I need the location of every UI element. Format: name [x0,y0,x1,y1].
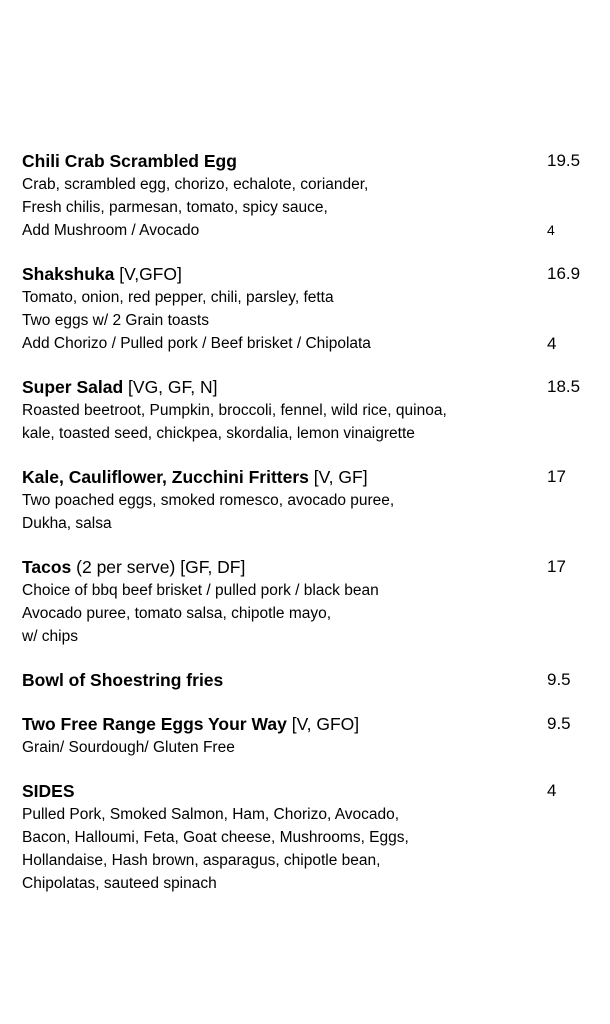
menu-item [22,375,590,445]
menu-item [22,555,590,648]
addon-price: 4 [547,334,557,353]
item-price: 17 [547,557,566,576]
item-tags: [VG, GF, N] [128,377,218,397]
item-description: Two poached eggs, smoked romesco, avocado puree, [22,492,395,509]
item-price: 4 [547,781,557,800]
item-title: Shakshuka [22,264,115,284]
item-title: Bowl of Shoestring fries [22,670,224,690]
item-description: Dukha, salsa [22,515,112,532]
item-description: Fresh chilis, parmesan, tomato, spicy sauce, [22,199,328,216]
item-price: 9.5 [547,670,571,689]
menu-item [22,465,590,535]
addon-price: 4 [547,222,555,238]
item-title-row [22,262,590,286]
item-description: Grain/ Sourdough/ Gluten Free [22,739,235,756]
addon-label: Add Mushroom / Avocado [22,222,200,239]
item-description: Pulled Pork, Smoked Salmon, Ham, Chorizo, Avocado, [22,806,400,823]
item-description: Bacon, Halloumi, Feta, Goat cheese, Mushrooms, Eggs, [22,829,409,846]
item-addon [22,219,590,242]
menu-item [22,712,590,759]
item-description: Chipolatas, sauteed spinach [22,875,217,892]
item-description: Tomato, onion, red pepper, chili, parsley, fetta [22,289,334,306]
menu-item [22,668,590,692]
item-price: 17 [547,467,566,486]
menu-item [22,779,590,895]
item-description: Roasted beetroot, Pumpkin, broccoli, fennel, wild rice, quinoa, [22,402,447,419]
item-price: 9.5 [547,714,571,733]
item-title-row [22,465,590,489]
item-title: Kale, Cauliflower, Zucchini Fritters [22,467,309,487]
item-description: Choice of bbq beef brisket / pulled pork / black bean [22,582,379,599]
item-addon [22,332,590,355]
item-title: SIDES [22,781,75,801]
item-description: kale, toasted seed, chickpea, skordalia, lemon vinaigrette [22,425,415,442]
menu [22,149,590,915]
item-tags: [V, GFO] [291,714,360,734]
item-title-row [22,375,590,399]
addon-label: Add Chorizo / Pulled pork / Beef brisket / Chipolata [22,335,371,352]
item-description: Avocado puree, tomato salsa, chipotle mayo, [22,605,332,622]
item-description: w/ chips [22,628,78,645]
item-title: Chili Crab Scrambled Egg [22,151,237,171]
item-title-row [22,555,590,579]
item-description: Two eggs w/ 2 Grain toasts [22,312,209,329]
item-description: Crab, scrambled egg, chorizo, echalote, coriander, [22,176,369,193]
menu-item [22,149,590,242]
item-tags: (2 per serve) [GF, DF] [76,557,246,577]
item-tags: [V,GFO] [119,264,182,284]
item-title-row [22,149,590,173]
menu-item [22,262,590,355]
item-title-row [22,668,590,692]
item-price: 18.5 [547,377,581,396]
item-price: 19.5 [547,151,581,170]
item-title-row [22,779,590,803]
item-tags: [V, GF] [313,467,368,487]
item-title-row [22,712,590,736]
item-title: Two Free Range Eggs Your Way [22,714,287,734]
item-title: Super Salad [22,377,124,397]
item-description: Hollandaise, Hash brown, asparagus, chipotle bean, [22,852,381,869]
item-title: Tacos [22,557,72,577]
item-price: 16.9 [547,264,581,283]
